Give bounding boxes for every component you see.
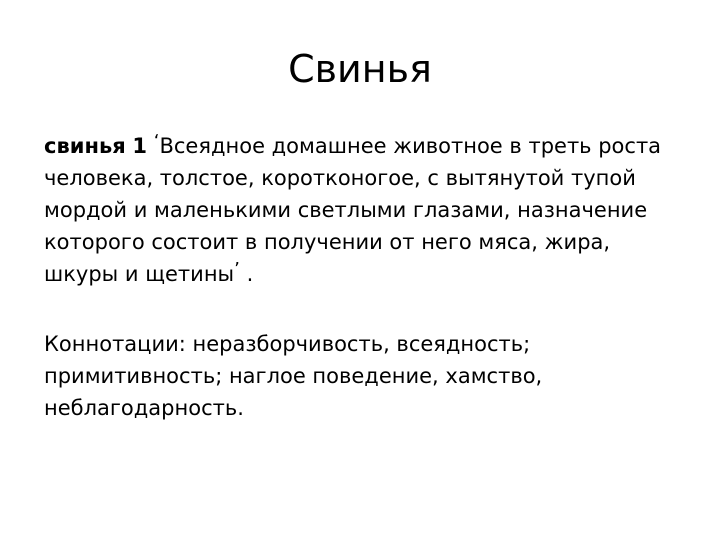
connotations-paragraph: Коннотации: неразборчивость, всеядность; примитивность; наглое поведение, хамство, неблагодарность. — [44, 332, 543, 420]
sense-number: 1 — [132, 134, 148, 158]
slide-title: Свинья — [288, 47, 432, 91]
definition-paragraph — [44, 130, 684, 290]
slide-body — [44, 130, 684, 424]
end-punctuation: . — [246, 262, 254, 286]
close-quote: ’ — [234, 259, 240, 280]
headword: свинья — [44, 134, 126, 158]
definition-text: Всеядное домашнее животное в треть роста человека, толстое, коротконогое, с вытянутой тупой мордой и маленькими светлыми глазами, назначение которого состоит в получении от него мяса, жира, шкуры и щетины — [44, 134, 662, 286]
open-quote: ‘ — [153, 131, 160, 152]
